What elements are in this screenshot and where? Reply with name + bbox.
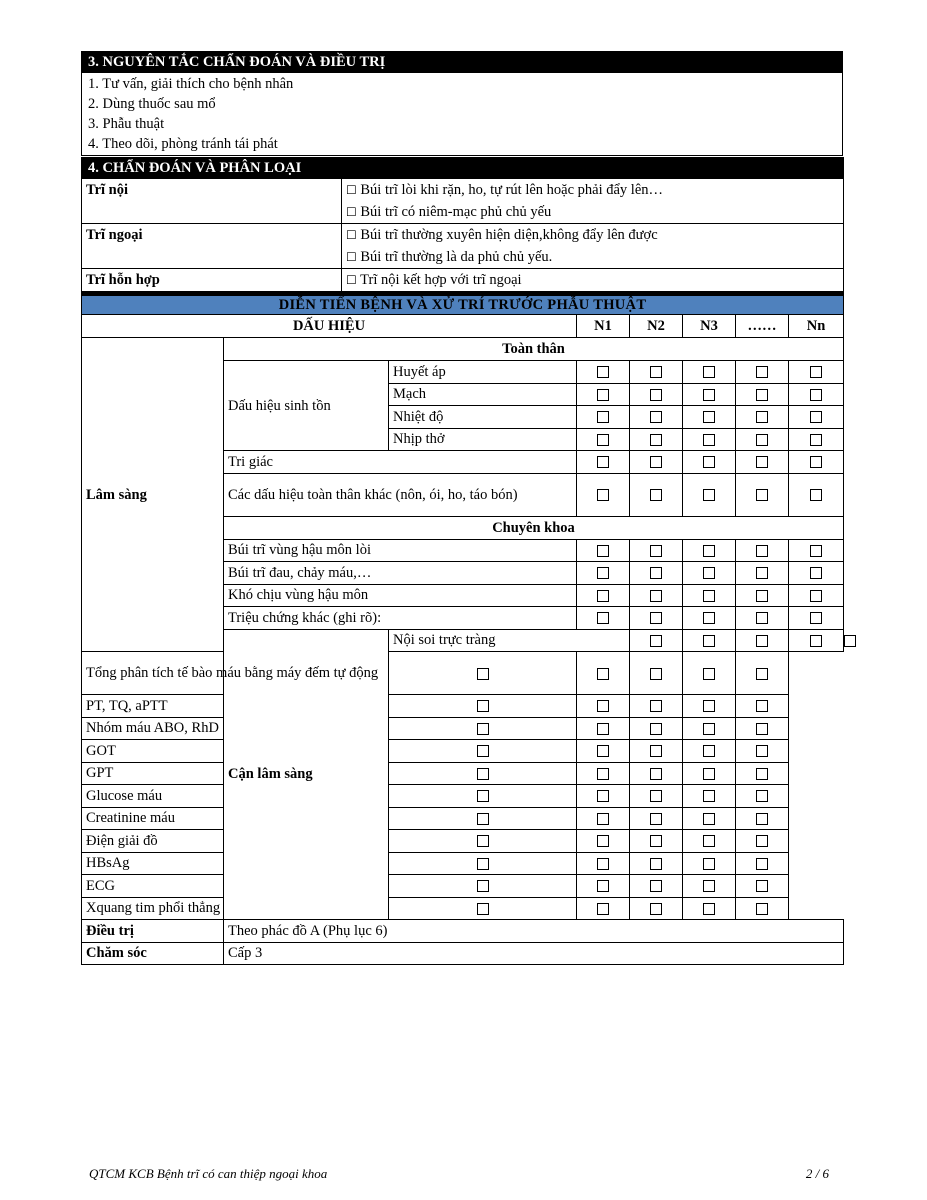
checkbox[interactable] (597, 790, 609, 802)
checkbox[interactable] (756, 567, 768, 579)
checkbox[interactable] (650, 567, 662, 579)
vital-item: Nhịp thở (389, 428, 577, 451)
checkbox[interactable] (810, 612, 822, 624)
checkbox[interactable] (650, 489, 662, 501)
checkbox[interactable] (597, 411, 609, 423)
checkbox[interactable] (703, 612, 715, 624)
checkbox[interactable] (810, 389, 822, 401)
checkbox[interactable] (597, 723, 609, 735)
vital-signs-label: Dấu hiệu sinh tồn (224, 361, 389, 451)
checkbox[interactable] (650, 612, 662, 624)
diag-option[interactable]: ☐ Trĩ nội kết hợp với trĩ ngoại (346, 272, 522, 288)
section3-list (82, 73, 843, 156)
checkbox[interactable] (597, 567, 609, 579)
checkbox[interactable] (703, 635, 715, 647)
section4-table (81, 157, 844, 292)
checkbox[interactable] (810, 434, 822, 446)
checkbox[interactable] (477, 858, 489, 870)
diag-option[interactable]: ☐ Búi trĩ thường xuyên hiện diện,không đẩy lên được (346, 227, 658, 243)
test-item: GPT (82, 762, 389, 785)
checkbox[interactable] (756, 768, 768, 780)
checkbox[interactable] (597, 835, 609, 847)
checkbox[interactable] (703, 411, 715, 423)
checkbox[interactable] (650, 723, 662, 735)
day-header: N3 (683, 315, 736, 338)
vital-item: Nhiệt độ (389, 406, 577, 429)
checkbox[interactable] (650, 835, 662, 847)
checkbox[interactable] (477, 768, 489, 780)
checkbox[interactable] (650, 903, 662, 915)
checkbox[interactable] (756, 790, 768, 802)
checkbox[interactable] (703, 590, 715, 602)
checkbox[interactable] (703, 835, 715, 847)
checkbox[interactable] (756, 903, 768, 915)
checkbox[interactable] (597, 590, 609, 602)
checkbox[interactable] (756, 545, 768, 557)
checkbox[interactable] (597, 813, 609, 825)
checkbox[interactable] (597, 700, 609, 712)
test-item: Nội soi trực tràng (389, 629, 630, 652)
checkbox[interactable] (477, 835, 489, 847)
checkbox[interactable] (703, 813, 715, 825)
list-item: 1. Tư vấn, giải thích cho bệnh nhân (88, 76, 294, 92)
checkbox[interactable] (597, 880, 609, 892)
test-item: HBsAg (82, 852, 389, 875)
day-header: N1 (577, 315, 630, 338)
checkbox[interactable] (650, 635, 662, 647)
test-item: Glucose máu (82, 785, 389, 808)
checkbox[interactable] (703, 903, 715, 915)
list-item: 2. Dùng thuốc sau mổ (88, 96, 216, 112)
checkbox[interactable] (703, 389, 715, 401)
checkbox[interactable] (810, 411, 822, 423)
checkbox[interactable] (597, 858, 609, 870)
sign-item: Búi trĩ vùng hậu môn lòi (224, 539, 577, 562)
footer-title: QTCM KCB Bệnh trĩ có can thiệp ngoại khoa (89, 1166, 328, 1181)
checkbox[interactable] (477, 790, 489, 802)
checkbox[interactable] (597, 903, 609, 915)
checkbox[interactable] (650, 768, 662, 780)
checkbox[interactable] (650, 880, 662, 892)
checkbox[interactable] (597, 456, 609, 468)
checkbox-icon: ☐ (346, 273, 357, 287)
checkbox[interactable] (810, 366, 822, 378)
checkbox[interactable] (703, 434, 715, 446)
checkbox-icon: ☐ (346, 228, 357, 242)
checkbox[interactable] (810, 489, 822, 501)
checkbox[interactable] (756, 366, 768, 378)
checkbox[interactable] (756, 434, 768, 446)
checkbox[interactable] (650, 700, 662, 712)
checkbox[interactable] (844, 635, 856, 647)
checkbox[interactable] (810, 545, 822, 557)
checkbox[interactable] (650, 590, 662, 602)
checkbox[interactable] (703, 880, 715, 892)
diag-option[interactable]: ☐ Búi trĩ có niêm-mạc phủ chủ yếu (346, 204, 552, 220)
care-value: Cấp 3 (224, 942, 844, 965)
checkbox[interactable] (756, 389, 768, 401)
list-item: 3. Phẫu thuật (88, 116, 165, 132)
checkbox[interactable] (597, 489, 609, 501)
test-item: Creatinine máu (82, 807, 389, 830)
vital-item: Huyết áp (389, 361, 577, 384)
checkbox[interactable] (477, 745, 489, 757)
progress-title: DIỄN TIẾN BỆNH VÀ XỬ TRÍ TRƯỚC PHẪU THUẬT (82, 296, 843, 314)
checkbox[interactable] (756, 835, 768, 847)
test-item: GOT (82, 740, 389, 763)
document-page (81, 51, 843, 965)
checkbox[interactable] (650, 813, 662, 825)
paraclinical-label: Cận lâm sàng (224, 629, 389, 920)
clinical-label: Lâm sàng (82, 338, 224, 652)
checkbox[interactable] (756, 668, 768, 680)
specialty-subheader: Chuyên khoa (224, 516, 844, 539)
test-item: Tổng phân tích tế bào máu bằng máy đếm tự động (82, 652, 389, 695)
sign-item: Búi trĩ đau, chảy máu,… (224, 562, 577, 585)
day-header: N2 (630, 315, 683, 338)
diag-option[interactable]: ☐ Búi trĩ lòi khi rặn, ho, tự rút lên hoặc phải đẩy lên… (346, 182, 664, 198)
section4-title: 4. CHẨN ĐOÁN VÀ PHÂN LOẠI (82, 158, 844, 179)
checkbox[interactable] (597, 768, 609, 780)
checkbox[interactable] (597, 668, 609, 680)
checkbox[interactable] (650, 545, 662, 557)
checkbox[interactable] (810, 567, 822, 579)
test-item: Nhóm máu ABO, RhD (82, 717, 389, 740)
diag-option[interactable]: ☐ Búi trĩ thường là da phủ chủ yếu. (346, 249, 553, 265)
checkbox[interactable] (650, 456, 662, 468)
checkbox[interactable] (650, 366, 662, 378)
section3-table (81, 51, 843, 156)
checkbox[interactable] (477, 700, 489, 712)
checkbox[interactable] (756, 411, 768, 423)
checkbox[interactable] (650, 790, 662, 802)
sign-item: Khó chịu vùng hậu môn (224, 584, 577, 607)
checkbox[interactable] (650, 411, 662, 423)
checkbox[interactable] (703, 366, 715, 378)
diag-options-tri-hon-hop (342, 269, 844, 292)
checkbox[interactable] (477, 723, 489, 735)
checkbox[interactable] (756, 813, 768, 825)
checkbox[interactable] (477, 880, 489, 892)
checkbox[interactable] (756, 635, 768, 647)
test-item: ECG (82, 875, 389, 898)
checkbox[interactable] (477, 668, 489, 680)
list-item: 4. Theo dõi, phòng tránh tái phát (88, 136, 278, 152)
checkbox[interactable] (477, 903, 489, 915)
checkbox[interactable] (756, 858, 768, 870)
page-number: 2 / 6 (805, 1166, 829, 1181)
checkbox[interactable] (650, 389, 662, 401)
checkbox[interactable] (703, 700, 715, 712)
vital-item: Mạch (389, 383, 577, 406)
checkbox[interactable] (597, 434, 609, 446)
checkbox[interactable] (703, 456, 715, 468)
checkbox[interactable] (810, 456, 822, 468)
diag-label-tri-ngoai: Trĩ ngoại (82, 224, 342, 269)
diag-options-tri-noi (342, 179, 844, 224)
checkbox[interactable] (597, 612, 609, 624)
diag-label-tri-hon-hop: Trĩ hỗn hợp (82, 269, 342, 292)
checkbox[interactable] (703, 489, 715, 501)
checkbox[interactable] (810, 590, 822, 602)
checkbox[interactable] (703, 668, 715, 680)
day-header: Nn (789, 315, 844, 338)
checkbox[interactable] (597, 745, 609, 757)
checkbox[interactable] (703, 567, 715, 579)
sign-item: Triệu chứng khác (ghi rõ): (224, 607, 577, 630)
checkbox-icon: ☐ (346, 183, 357, 197)
checkbox[interactable] (756, 489, 768, 501)
checkbox[interactable] (703, 545, 715, 557)
checkbox[interactable] (703, 768, 715, 780)
checkbox[interactable] (756, 700, 768, 712)
checkbox[interactable] (650, 434, 662, 446)
checkbox-icon: ☐ (346, 205, 357, 219)
diag-label-tri-noi: Trĩ nội (82, 179, 342, 224)
test-item: Điện giải đồ (82, 830, 389, 853)
checkbox[interactable] (756, 880, 768, 892)
checkbox[interactable] (650, 858, 662, 870)
checkbox[interactable] (597, 389, 609, 401)
checkbox[interactable] (703, 723, 715, 735)
page-footer (89, 1166, 829, 1182)
checkbox[interactable] (597, 366, 609, 378)
progress-table (81, 292, 844, 965)
checkbox-icon: ☐ (346, 250, 357, 264)
sign-item: Tri giác (224, 451, 577, 474)
diag-options-tri-ngoai (342, 224, 844, 269)
checkbox[interactable] (597, 545, 609, 557)
checkbox[interactable] (810, 635, 822, 647)
checkbox[interactable] (703, 790, 715, 802)
checkbox[interactable] (756, 612, 768, 624)
sign-header: DẤU HIỆU (82, 315, 577, 338)
checkbox[interactable] (650, 745, 662, 757)
checkbox[interactable] (756, 456, 768, 468)
treatment-value: Theo phác đồ A (Phụ lục 6) (224, 920, 844, 943)
care-label: Chăm sóc (82, 942, 224, 965)
general-subheader: Toàn thân (224, 338, 844, 361)
test-item: PT, TQ, aPTT (82, 695, 389, 718)
checkbox[interactable] (703, 858, 715, 870)
sign-item: Các dấu hiệu toàn thân khác (nôn, ói, ho, táo bón) (224, 473, 577, 516)
treatment-label: Điều trị (82, 920, 224, 943)
day-header: …… (736, 315, 789, 338)
checkbox[interactable] (650, 668, 662, 680)
checkbox[interactable] (756, 723, 768, 735)
checkbox[interactable] (477, 813, 489, 825)
checkbox[interactable] (756, 590, 768, 602)
checkbox[interactable] (756, 745, 768, 757)
test-item: Xquang tim phổi thẳng (82, 897, 389, 920)
checkbox[interactable] (703, 745, 715, 757)
section3-title: 3. NGUYÊN TẮC CHẨN ĐOÁN VÀ ĐIỀU TRỊ (82, 52, 843, 73)
